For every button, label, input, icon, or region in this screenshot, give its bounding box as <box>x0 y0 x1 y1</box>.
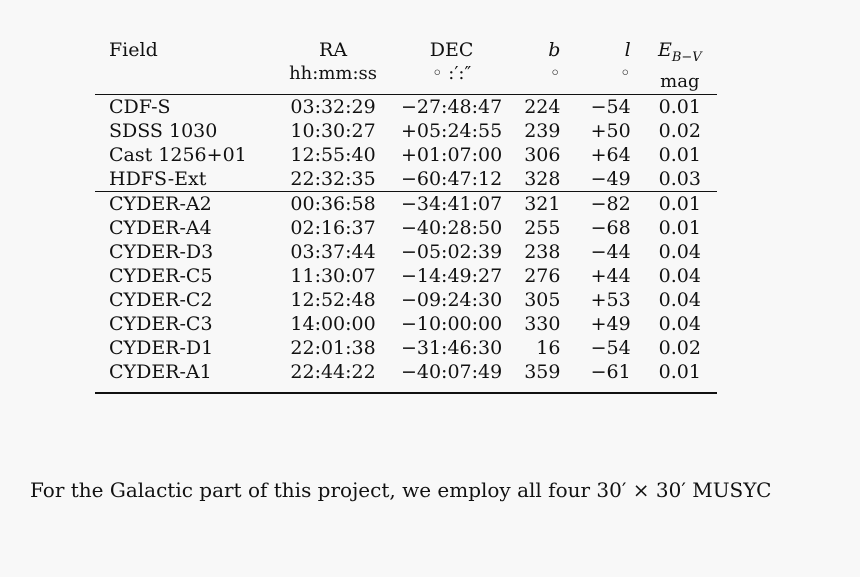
cell-ra: 12:55:40 <box>290 143 376 166</box>
cell-l: −61 <box>590 360 631 383</box>
table-row <box>95 288 717 312</box>
cell-ebv: 0.01 <box>658 360 701 383</box>
table-bottom-rule <box>95 384 717 393</box>
table-row <box>95 336 717 360</box>
cell-dec: +01:07:00 <box>400 143 503 166</box>
cell-l: −68 <box>590 216 631 239</box>
cell-field: CYDER-A2 <box>95 191 279 216</box>
cell-ra: 03:37:44 <box>290 240 376 263</box>
col-unit-l: ◦ <box>620 63 631 84</box>
col-header-l: l ◦ <box>570 38 642 94</box>
cell-field: CYDER-C3 <box>109 312 213 335</box>
cell-field: CYDER-D3 <box>109 240 214 263</box>
cell-dec: −40:28:50 <box>400 216 503 239</box>
cell-dec: −05:02:39 <box>400 240 503 263</box>
cell-ebv: 0.04 <box>658 264 701 287</box>
cell-ebv: 0.04 <box>658 240 701 263</box>
cell-field: CYDER-A1 <box>109 360 212 383</box>
cell-ra: 22:01:38 <box>290 336 376 359</box>
table-row <box>95 312 717 336</box>
table-row <box>95 360 717 384</box>
cell-ebv: 0.01 <box>658 143 701 166</box>
cell-ra: 11:30:07 <box>290 264 376 287</box>
cell-b: 276 <box>524 264 561 287</box>
cell-dec: −09:24:30 <box>400 288 503 311</box>
cell-l: −82 <box>570 191 642 216</box>
cell-field: CYDER-D1 <box>109 336 214 359</box>
table-header-row <box>95 38 717 94</box>
table-row <box>95 143 717 167</box>
cell-dec: −14:49:27 <box>400 264 503 287</box>
cell-ebv: 0.04 <box>658 312 701 335</box>
cell-b: 306 <box>524 143 561 166</box>
col-unit-ebv: mag <box>660 70 700 92</box>
cell-ebv: 0.01 <box>643 94 717 119</box>
cell-field: Cast 1256+01 <box>109 143 247 166</box>
table-row <box>95 167 717 192</box>
cell-b: 16 <box>536 336 561 359</box>
cell-field: CYDER-C2 <box>109 288 213 311</box>
cell-b: 321 <box>516 191 570 216</box>
col-unit-dec: ◦ :′:″ <box>431 63 472 84</box>
cell-l: +49 <box>590 312 631 335</box>
table-body <box>95 94 717 393</box>
cell-b: 330 <box>524 312 561 335</box>
cell-ra: 02:16:37 <box>290 216 376 239</box>
cell-ebv: 0.04 <box>658 288 701 311</box>
cell-dec: −34:41:07 <box>387 191 516 216</box>
cell-b: 305 <box>524 288 561 311</box>
cell-b: 224 <box>516 94 570 119</box>
cell-l: −54 <box>570 94 642 119</box>
cell-field: CYDER-A4 <box>109 216 212 239</box>
col-unit-ra: hh:mm:ss <box>289 63 378 84</box>
table-row <box>95 94 717 119</box>
col-header-field: Field <box>109 39 158 61</box>
cell-b: 328 <box>524 167 561 190</box>
col-unit-b: ◦ <box>549 63 561 84</box>
cell-ra: 03:32:29 <box>279 94 387 119</box>
table-row <box>95 264 717 288</box>
cell-field: SDSS 1030 <box>109 119 218 142</box>
cell-field: HDFS-Ext <box>109 167 207 190</box>
cell-field: CYDER-C5 <box>109 264 213 287</box>
cell-ra: 14:00:00 <box>290 312 376 335</box>
col-header-ra: RA hh:mm:ss <box>279 38 387 94</box>
cell-ra: 12:52:48 <box>290 288 376 311</box>
body-text-line: For the Galactic part of this project, we employ all four 30′ × 30′ MUSYC <box>30 478 772 502</box>
cell-l: +44 <box>590 264 631 287</box>
cell-b: 238 <box>524 240 561 263</box>
cell-ebv: 0.03 <box>658 167 701 190</box>
table-row <box>95 191 717 216</box>
cell-ebv: 0.02 <box>658 119 701 142</box>
cell-dec: −60:47:12 <box>400 167 503 190</box>
cell-dec: −27:48:47 <box>387 94 516 119</box>
cell-dec: −40:07:49 <box>400 360 503 383</box>
cell-dec: +05:24:55 <box>400 119 503 142</box>
cell-l: −49 <box>590 167 631 190</box>
cell-dec: −31:46:30 <box>400 336 503 359</box>
cell-dec: −10:00:00 <box>400 312 503 335</box>
cell-ra: 00:36:58 <box>279 191 387 216</box>
col-header-b: b ◦ <box>516 38 570 94</box>
cell-ra: 22:32:35 <box>290 167 376 190</box>
cell-ra: 10:30:27 <box>290 119 376 142</box>
cell-b: 239 <box>524 119 561 142</box>
col-header-ebv: $E_{B-V}$ mag <box>643 38 717 94</box>
cell-ra: 22:44:22 <box>290 360 376 383</box>
fields-table <box>95 38 717 394</box>
cell-l: −44 <box>590 240 631 263</box>
cell-l: +50 <box>590 119 631 142</box>
cell-ebv: 0.01 <box>643 191 717 216</box>
cell-field: CDF-S <box>95 94 279 119</box>
col-header-dec: DEC ◦ :′:″ <box>387 38 516 94</box>
cell-l: +53 <box>590 288 631 311</box>
cell-l: −54 <box>590 336 631 359</box>
cell-ebv: 0.01 <box>658 216 701 239</box>
table-row <box>95 119 717 143</box>
cell-ebv: 0.02 <box>658 336 701 359</box>
cell-b: 255 <box>524 216 561 239</box>
cell-l: +64 <box>590 143 631 166</box>
table-row <box>95 240 717 264</box>
cell-b: 359 <box>524 360 561 383</box>
table-row <box>95 216 717 240</box>
